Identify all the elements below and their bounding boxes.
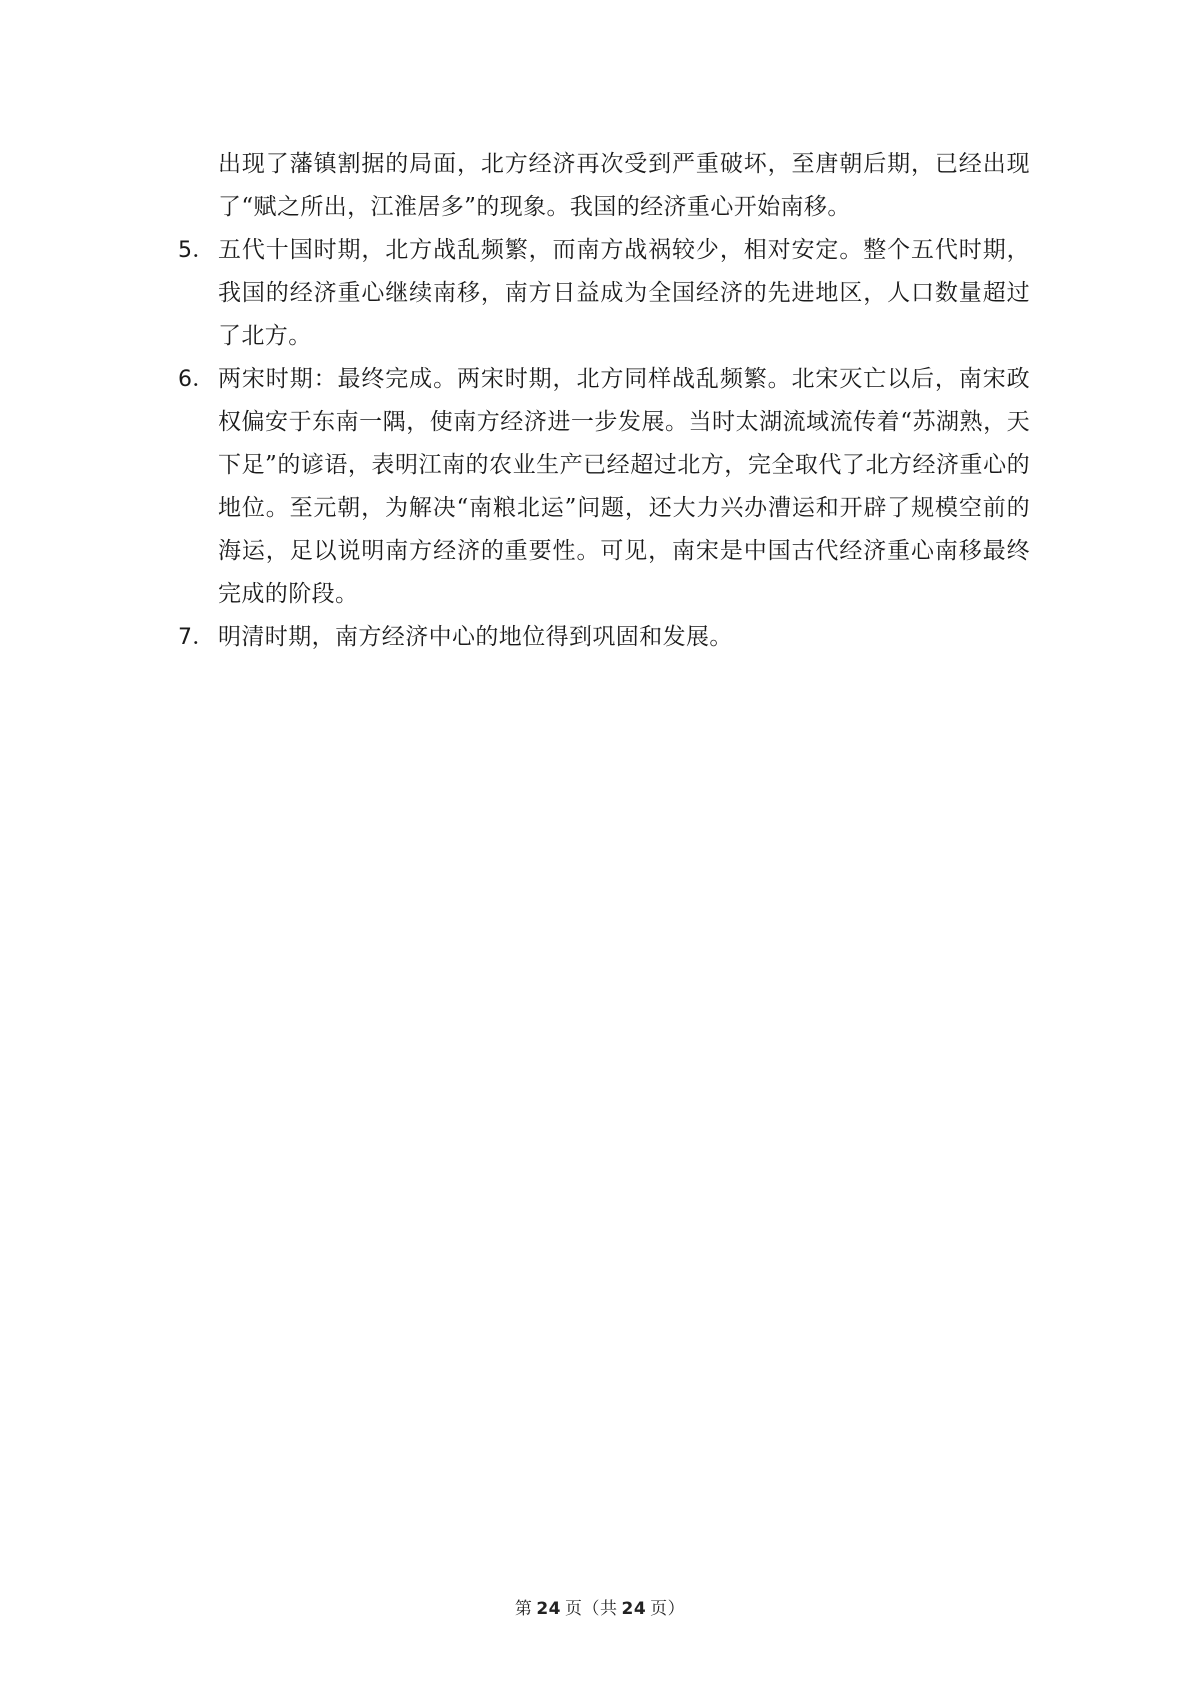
footer-prefix: 第 [514,1599,533,1619]
footer-middle: 页（共 [565,1599,618,1619]
list-item-5 [178,229,1030,358]
list-item-text: 两宋时期：最终完成。两宋时期，北方同样战乱频繁。北宋灭亡以后，南宋政权偏安于东南一隅，使南方经济进一步发展。当时太湖流域流传着“苏湖熟，天下足”的谚语，表明江南的农业生产已经超过北方，完全取代了北方经济重心的地位。至元朝，为解决“南粮北运”问题，还大力兴办漕运和开辟了规模空前的海运，足以说明南方经济的重要性。可见，南宋是中国古代经济重心南移最终完成的阶段。 [218,366,1030,607]
document-body [178,143,1030,659]
footer-suffix: 页） [650,1599,686,1619]
list-item-6 [178,358,1030,616]
list-number: 7． [178,625,215,650]
list-number: 5． [178,238,215,263]
page-footer [0,1594,1200,1619]
list-item-7 [178,616,1030,659]
paragraph-text: 出现了藩镇割据的局面，北方经济再次受到严重破坏，至唐朝后期，已经出现了“赋之所出，江淮居多”的现象。我国的经济重心开始南移。 [218,151,1030,220]
paragraph-continuation [178,143,1030,229]
list-number: 6． [178,367,215,392]
footer-total-pages: 24 [621,1599,647,1619]
footer-page-number: 24 [536,1599,561,1619]
list-item-text: 明清时期，南方经济中心的地位得到巩固和发展。 [218,624,733,650]
list-item-text: 五代十国时期，北方战乱频繁，而南方战祸较少，相对安定。整个五代时期，我国的经济重心继续南移，南方日益成为全国经济的先进地区，人口数量超过了北方。 [218,237,1030,349]
